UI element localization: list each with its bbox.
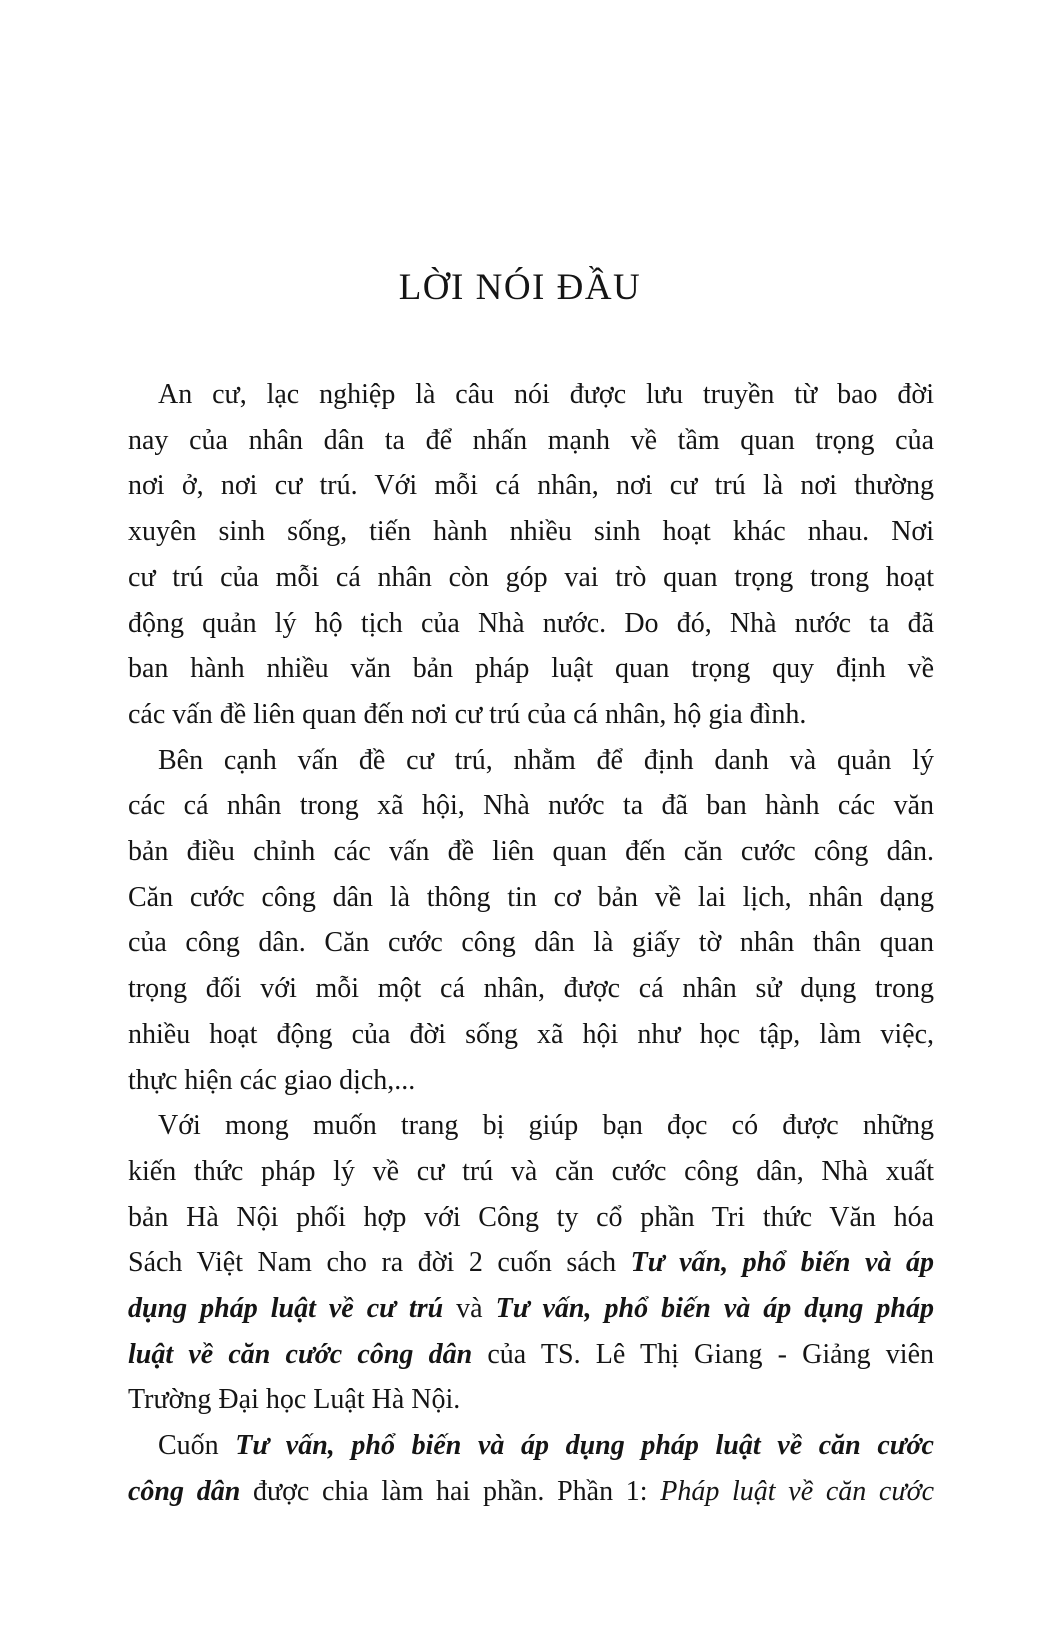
text-line [128,1058,934,1104]
body-text-run: ban hành nhiều văn bản pháp luật quan trọng quy định về [128,653,934,685]
body-text-run: Với mong muốn trang bị giúp bạn đọc có được những [158,1110,934,1142]
body-text-run: kiến thức pháp lý về cư trú và căn cước công dân, Nhà xuất [128,1155,934,1187]
text-line [128,1286,934,1332]
text-line [128,418,934,464]
text-line [128,1149,934,1195]
page-title: LỜI NÓI ĐẦU [398,267,642,308]
body-text-run: các cá nhân trong xã hội, Nhà nước ta đã ban hành các văn [128,790,934,822]
text-line [128,1103,934,1149]
paragraph [128,372,934,738]
text-line [128,555,934,601]
text-line [128,829,934,875]
body-text-run: cư trú của mỗi cá nhân còn góp vai trò quan trọng trong hoạt [128,561,934,593]
text-line [128,875,934,921]
text-line [128,372,934,418]
text-line [128,509,934,555]
text-line [128,1195,934,1241]
text-line [128,1423,934,1469]
body-text-run: của TS. Lê Thị Giang - Giảng viên [472,1338,935,1370]
body-text-run: nhiều hoạt động của đời sống xã hội như học tập, làm việc, [128,1018,934,1050]
book-title-emphasis: công dân [128,1475,241,1507]
text-line [128,646,934,692]
paragraph [128,1103,934,1423]
body-text-run: các vấn đề liên quan đến nơi cư trú của cá nhân, hộ gia đình. [128,698,807,730]
text-line [128,463,934,509]
body-text-run: Cuốn [158,1430,236,1462]
body-text-run: bản điều chỉnh các vấn đề liên quan đến căn cước công dân. [128,836,934,868]
text-line [128,692,934,738]
text-line [128,1012,934,1058]
body-text-run: trọng đối với mỗi một cá nhân, được cá nhân sử dụng trong [128,973,934,1005]
text-line [128,1240,934,1286]
body-text-run: Sách Việt Nam cho ra đời 2 cuốn sách [128,1247,631,1279]
body-text-run: xuyên sinh sống, tiến hành nhiều sinh hoạt khác nhau. Nơi [128,516,934,548]
text-line [128,1332,934,1378]
text-line [128,738,934,784]
body-text-run: An cư, lạc nghiệp là câu nói được lưu truyền từ bao đời [158,379,934,410]
body-text-run: của công dân. Căn cước công dân là giấy tờ nhân thân quan [128,927,934,959]
body-text-run: Trường Đại học Luật Hà Nội. [128,1384,461,1416]
text-line [128,920,934,966]
body-text-run: Căn cước công dân là thông tin cơ bản về lai lịch, nhân dạng [128,881,934,913]
text-line [128,1469,934,1515]
book-title-emphasis: Tư vấn, phổ biến và áp dụng pháp [495,1293,935,1325]
body-text-run: động quản lý hộ tịch của Nhà nước. Do đó, Nhà nước ta đã [128,607,934,639]
body-text-run: Bên cạnh vấn đề cư trú, nhằm để định danh và quản lý [158,744,934,776]
book-title-emphasis: Tư vấn, phổ biến và áp [630,1247,934,1279]
text-line [128,601,934,647]
book-title-emphasis: luật về căn cước công dân [128,1338,473,1370]
text-line [128,966,934,1012]
book-title-emphasis: Tư vấn, phổ biến và áp dụng pháp luật về căn cước [235,1430,934,1462]
text-line [128,783,934,829]
section-title-emphasis: Pháp luật về căn cước [660,1475,935,1507]
body-text-run: nay của nhân dân ta để nhấn mạnh về tầm quan trọng của [128,424,934,456]
paragraph [128,738,934,1104]
page-body-text [128,372,934,1515]
body-text-run: bản Hà Nội phối hợp với Công ty cổ phần Tri thức Văn hóa [128,1201,934,1233]
body-text-run: được chia làm hai phần. Phần 1: [240,1475,661,1507]
body-text-run: và [443,1293,496,1325]
book-title-emphasis: dụng pháp luật về cư trú [128,1293,444,1325]
text-line [128,1377,934,1423]
body-text-run: thực hiện các giao dịch,... [128,1064,416,1096]
body-text-run: nơi ở, nơi cư trú. Với mỗi cá nhân, nơi cư trú là nơi thường [128,470,934,502]
paragraph [128,1423,934,1514]
